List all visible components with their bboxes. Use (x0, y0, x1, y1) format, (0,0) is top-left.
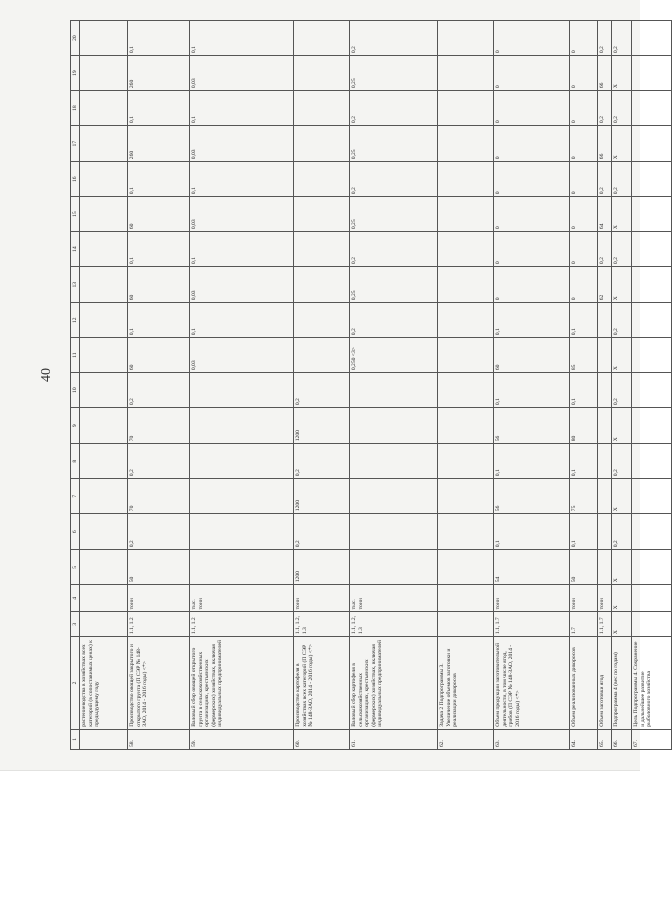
value-cell (294, 162, 350, 197)
value-cell: тонн (294, 585, 350, 612)
value-cell (80, 550, 128, 585)
value-cell: 0,1 (570, 444, 598, 479)
table-row (190, 21, 294, 750)
value-cell: 0,1 (128, 21, 190, 56)
value-cell: 1.1, 1.2 (128, 612, 190, 637)
value-cell: 0 (570, 21, 598, 56)
value-cell: 66 (598, 56, 612, 91)
value-cell: 0,1 (494, 303, 570, 338)
value-cell (80, 21, 128, 56)
value-cell: 0,1 (128, 232, 190, 267)
value-cell: 260 (128, 56, 190, 91)
indicator-name-cell: растениеводства в хозяйствах всех категорий (в сопоставимых ценах) к предыдущему году (80, 637, 128, 730)
value-cell (294, 197, 350, 232)
table-row (632, 21, 672, 750)
value-cell (350, 550, 438, 585)
value-cell: 80 (570, 408, 598, 444)
value-cell: 0,2 (350, 303, 438, 338)
value-cell: 0,2 (350, 162, 438, 197)
value-cell: 1.1, 1.7 (494, 612, 570, 637)
value-cell (80, 126, 128, 162)
value-cell (80, 56, 128, 91)
value-cell (294, 21, 350, 56)
value-cell: 0,1 (570, 514, 598, 550)
value-cell (438, 303, 494, 338)
page-number: 40 (39, 368, 54, 382)
row-number-cell (80, 729, 128, 749)
column-number-header: 7 (71, 479, 80, 514)
row-number-cell: 67. (632, 729, 672, 749)
value-cell: 0,2 (350, 21, 438, 56)
row-number-cell: 58. (128, 729, 190, 749)
value-cell: 0 (494, 197, 570, 232)
value-cell: 0,1 (190, 21, 294, 56)
column-number-header: 6 (71, 514, 80, 550)
column-number-header: 13 (71, 267, 80, 303)
value-cell (438, 550, 494, 585)
value-cell (80, 444, 128, 479)
value-cell: 60 (128, 197, 190, 232)
value-cell: 50 (570, 550, 598, 585)
column-number-header: 15 (71, 197, 80, 232)
value-cell: 0 (494, 21, 570, 56)
value-cell: тонн (570, 585, 598, 612)
value-cell: 0,1 (128, 162, 190, 197)
value-cell (632, 444, 672, 479)
value-cell: 0,03 (190, 197, 294, 232)
value-cell (632, 91, 672, 126)
value-cell: 0,1 (570, 303, 598, 338)
value-cell (598, 514, 612, 550)
value-cell: 0,2 (612, 303, 632, 338)
value-cell: 0 (570, 56, 598, 91)
value-cell (438, 91, 494, 126)
value-cell: 0,2 (612, 373, 632, 408)
value-cell (190, 514, 294, 550)
value-cell (80, 373, 128, 408)
value-cell: 0,2 (612, 514, 632, 550)
value-cell (294, 91, 350, 126)
value-cell (80, 612, 128, 637)
value-cell: 0,1 (190, 162, 294, 197)
value-cell: 0,2 (598, 162, 612, 197)
value-cell: X (612, 56, 632, 91)
value-cell (598, 479, 612, 514)
row-number-cell: 62. (438, 729, 494, 749)
value-cell (632, 162, 672, 197)
value-cell: 0,1 (494, 444, 570, 479)
indicator-name-cell: Подпрограмма 4 (вес по годам) (612, 637, 632, 730)
value-cell (438, 232, 494, 267)
value-cell: 50 (128, 550, 190, 585)
value-cell: X (612, 408, 632, 444)
column-number-header: 8 (71, 444, 80, 479)
value-cell: 0,25 (350, 126, 438, 162)
value-cell: 64 (598, 197, 612, 232)
value-cell: 1200 (294, 550, 350, 585)
value-cell: 54 (494, 550, 570, 585)
value-cell (190, 550, 294, 585)
value-cell (438, 479, 494, 514)
value-cell (190, 373, 294, 408)
value-cell: 56 (494, 479, 570, 514)
value-cell (598, 373, 612, 408)
value-cell (438, 267, 494, 303)
value-cell (632, 56, 672, 91)
value-cell: тыс. тонн (190, 585, 294, 612)
value-cell (294, 267, 350, 303)
column-number-header: 19 (71, 56, 80, 91)
value-cell (598, 338, 612, 373)
value-cell: 0,25 (350, 267, 438, 303)
value-cell (350, 373, 438, 408)
indicator-name-cell: Производство картофеля в хозяйствах всех категорий (П СЭР № 148-ЗАО, 2014 - 2016 годы) <*> (294, 637, 350, 730)
indicator-name-cell: Валовый сбор картофеля в сельскохозяйственных организациях, крестьянских (фермерских) хозяйствах, включая индивидуальных предпринимателей (350, 637, 438, 730)
value-cell: 1200 (294, 479, 350, 514)
value-cell (438, 373, 494, 408)
value-cell: 0,03 (190, 126, 294, 162)
value-cell: 0 (494, 126, 570, 162)
indicator-name-cell: Объем заготовки ягод (598, 637, 612, 730)
column-number-header: 1 (71, 729, 80, 749)
indicator-name-cell: Объем реализованных дикоросов (570, 637, 598, 730)
value-cell (632, 126, 672, 162)
column-number-header: 4 (71, 585, 80, 612)
value-cell (632, 267, 672, 303)
value-cell: X (612, 550, 632, 585)
value-cell: 0 (494, 232, 570, 267)
value-cell: тыс. тонн (350, 585, 438, 612)
value-cell (438, 338, 494, 373)
value-cell: X (612, 267, 632, 303)
value-cell (598, 444, 612, 479)
value-cell (438, 21, 494, 56)
value-cell (80, 162, 128, 197)
value-cell (438, 126, 494, 162)
value-cell: X (612, 479, 632, 514)
column-number-header: 9 (71, 408, 80, 444)
value-cell: 0,1 (128, 303, 190, 338)
value-cell: 85 (570, 338, 598, 373)
value-cell (632, 303, 672, 338)
value-cell: 0 (570, 126, 598, 162)
value-cell (632, 408, 672, 444)
row-number-cell: 61. (350, 729, 438, 749)
column-number-row (71, 21, 80, 750)
value-cell: 0,03 (190, 267, 294, 303)
indicator-name-cell: Валовый сбор овощей открытого грунта в сельскохозяйственных организациях, крестьянских (фермерских) хозяйствах, включая индивидуальных предпринимателей (190, 637, 294, 730)
value-cell: 0,25 (350, 56, 438, 91)
value-cell (80, 338, 128, 373)
row-number-cell: 60. (294, 729, 350, 749)
value-cell: 1200 (294, 408, 350, 444)
value-cell (438, 585, 494, 612)
row-number-cell: 59. (190, 729, 294, 749)
value-cell: 0,2 (612, 21, 632, 56)
value-cell (350, 408, 438, 444)
value-cell (294, 338, 350, 373)
value-cell: 66 (598, 126, 612, 162)
value-cell: 0 (494, 267, 570, 303)
table-row (494, 21, 570, 750)
value-cell: 1.1, 1.7 (598, 612, 612, 637)
column-number-header: 11 (71, 338, 80, 373)
value-cell (80, 91, 128, 126)
value-cell: X (612, 197, 632, 232)
indicator-table (70, 20, 672, 750)
column-number-header: 16 (71, 162, 80, 197)
value-cell: 0 (494, 91, 570, 126)
value-cell (438, 408, 494, 444)
value-cell (350, 479, 438, 514)
value-cell: 0,2 (612, 232, 632, 267)
value-cell (632, 197, 672, 232)
value-cell (438, 514, 494, 550)
value-cell: 1.1, 1.2, 1.3 (350, 612, 438, 637)
value-cell: 0 (570, 162, 598, 197)
table-row (128, 21, 190, 750)
value-cell: 0,2 (294, 373, 350, 408)
value-cell (294, 56, 350, 91)
value-cell: 0,1 (128, 91, 190, 126)
value-cell: 1.7 (570, 612, 598, 637)
value-cell (80, 585, 128, 612)
value-cell (632, 479, 672, 514)
value-cell: 0,1 (494, 514, 570, 550)
value-cell (632, 514, 672, 550)
value-cell (80, 267, 128, 303)
indicator-name-cell: Цель Подпрограммы 4. Сохранение и дальнейшее развитие рыболовного хозяйства (632, 637, 672, 730)
value-cell (190, 408, 294, 444)
value-cell (598, 550, 612, 585)
value-cell (80, 303, 128, 338)
rotated-table-container (70, 20, 653, 750)
value-cell: 0,2 (128, 514, 190, 550)
value-cell (190, 479, 294, 514)
value-cell: 70 (128, 408, 190, 444)
row-number-cell: 63. (494, 729, 570, 749)
value-cell: 0,2 (294, 444, 350, 479)
value-cell: X (612, 126, 632, 162)
value-cell: 56 (494, 408, 570, 444)
table-row (350, 21, 438, 750)
indicator-name-cell: Задача 2 Подпрограммы 3. Увеличение объемов заготовки и реализации дикоросов (438, 637, 494, 730)
value-cell: 260 (128, 126, 190, 162)
table-row (598, 21, 612, 750)
value-cell (632, 21, 672, 56)
value-cell (438, 162, 494, 197)
value-cell (80, 479, 128, 514)
value-cell: 70 (128, 479, 190, 514)
value-cell (438, 612, 494, 637)
table-row (294, 21, 350, 750)
value-cell: 0,1 (494, 373, 570, 408)
indicator-name-cell: Производство овощей закрытого и открытого грунта (П СЭР № 148-ЗАО, 2014 - 2016 годы) <*> (128, 637, 190, 730)
value-cell (632, 612, 672, 637)
value-cell (438, 197, 494, 232)
value-cell (80, 197, 128, 232)
value-cell: 0,2 (612, 91, 632, 126)
value-cell: 0 (570, 197, 598, 232)
value-cell: тонн (128, 585, 190, 612)
value-cell (294, 232, 350, 267)
value-cell (632, 373, 672, 408)
value-cell (294, 126, 350, 162)
column-number-header: 20 (71, 21, 80, 56)
value-cell: 1.1, 1.2 (190, 612, 294, 637)
value-cell: 0,25 (350, 197, 438, 232)
value-cell: 0,2 (612, 444, 632, 479)
table-row (80, 21, 128, 750)
value-cell: 0,03 (190, 56, 294, 91)
table-row (612, 21, 632, 750)
row-number-cell: 65. (598, 729, 612, 749)
row-number-cell: 66. (612, 729, 632, 749)
column-number-header: 14 (71, 232, 80, 267)
value-cell: X (612, 612, 632, 637)
value-cell: 0,2 (598, 91, 612, 126)
value-cell (632, 338, 672, 373)
column-number-header: 2 (71, 637, 80, 730)
value-cell (80, 232, 128, 267)
value-cell: X (612, 338, 632, 373)
value-cell: 1.1, 1.2, 1.3 (294, 612, 350, 637)
value-cell: 0,2 (350, 91, 438, 126)
value-cell: 0 (494, 56, 570, 91)
value-cell: 60 (128, 267, 190, 303)
value-cell (438, 444, 494, 479)
table-body (80, 21, 672, 750)
value-cell: 0,1 (190, 232, 294, 267)
value-cell (438, 56, 494, 91)
value-cell (294, 303, 350, 338)
value-cell: 0 (494, 162, 570, 197)
indicator-name-cell: Объем продукции заготовительной деятельности, в том числе ягод, грибов (П СЭР № 148-ЗАО, 2014 - 2016 годы) <*> (494, 637, 570, 730)
value-cell (598, 408, 612, 444)
value-cell (632, 232, 672, 267)
value-cell: 0,2 (294, 514, 350, 550)
value-cell: X (612, 585, 632, 612)
value-cell (350, 444, 438, 479)
value-cell: 0,1 (190, 91, 294, 126)
value-cell: 0,2 (128, 444, 190, 479)
column-number-header: 5 (71, 550, 80, 585)
value-cell (598, 303, 612, 338)
table-row (438, 21, 494, 750)
value-cell (632, 585, 672, 612)
value-cell: 0,2 (350, 232, 438, 267)
value-cell: 0,2 (128, 373, 190, 408)
value-cell: 75 (570, 479, 598, 514)
value-cell (190, 444, 294, 479)
value-cell (350, 514, 438, 550)
value-cell: 0,1 (190, 303, 294, 338)
column-number-header: 3 (71, 612, 80, 637)
value-cell: 0,2 (598, 232, 612, 267)
table-row (570, 21, 598, 750)
row-number-cell: 64. (570, 729, 598, 749)
column-number-header: 18 (71, 91, 80, 126)
value-cell (632, 550, 672, 585)
value-cell: 0,03 (190, 338, 294, 373)
value-cell: 0 (570, 91, 598, 126)
value-cell: тонн (494, 585, 570, 612)
column-number-header: 12 (71, 303, 80, 338)
value-cell: 0,2 (612, 162, 632, 197)
value-cell: 60 (128, 338, 190, 373)
value-cell: 62 (598, 267, 612, 303)
value-cell: 0 (570, 232, 598, 267)
value-cell: 0,1 (570, 373, 598, 408)
value-cell (80, 514, 128, 550)
value-cell: 60 (494, 338, 570, 373)
column-number-header: 17 (71, 126, 80, 162)
value-cell: 0,250 <3> (350, 338, 438, 373)
value-cell: тонн (598, 585, 612, 612)
value-cell: 0 (570, 267, 598, 303)
value-cell: 0,2 (598, 21, 612, 56)
value-cell (80, 408, 128, 444)
column-number-header: 10 (71, 373, 80, 408)
